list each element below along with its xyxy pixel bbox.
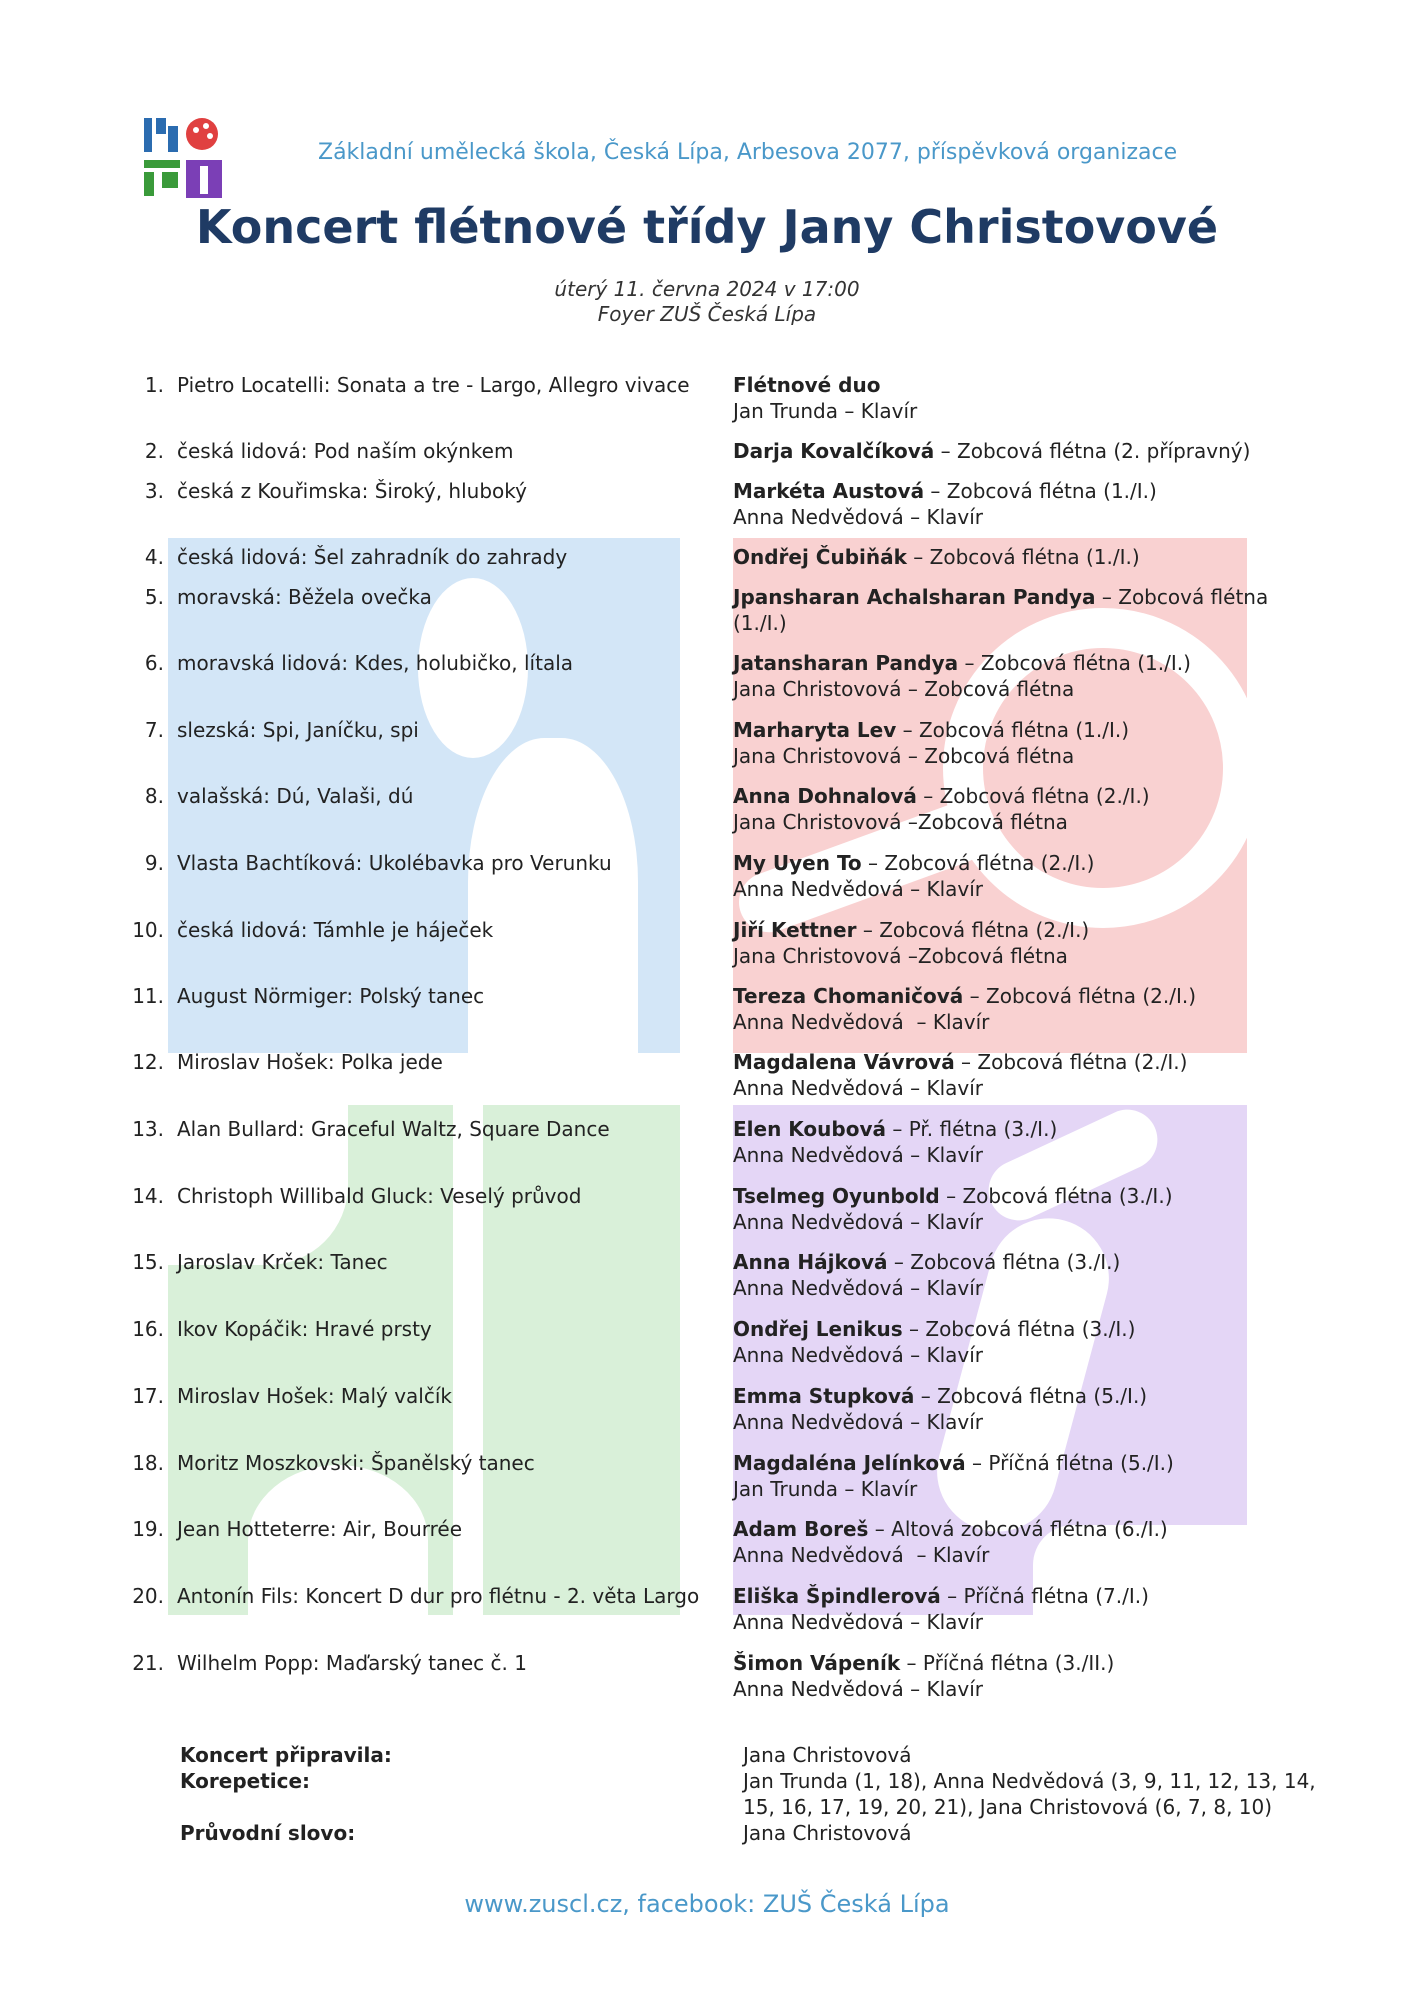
piece-title: Jaroslav Krček: Tanec [177,1250,388,1274]
accompanist: Anna Nedvědová – Klavír [733,1610,984,1634]
piece-title: Pietro Locatelli: Sonata a tre - Largo, Allegro vivace [177,373,690,397]
accompanist: Jana Christovová – Zobcová flétna [733,677,1075,701]
item-number: 5. [144,585,164,609]
performer-role: – Zobcová flétna (3./I.) [939,1184,1173,1208]
performer-role: – Příčná flétna (7./I.) [940,1584,1149,1608]
performer-info [733,478,1293,530]
item-number: 8. [144,784,164,808]
performer-name: My Uyen To [733,851,862,875]
performer-role: – Zobcová flétna (3./I.) [887,1250,1121,1274]
item-number: 9. [144,851,164,875]
piece-title: Christoph Willibald Gluck: Veselý průvod [177,1184,582,1208]
item-number: 20. [132,1584,164,1608]
performer-info [733,438,1293,464]
performer-info [733,1183,1293,1235]
item-number: 13. [132,1117,164,1141]
performer-name: Magdalena Vávrová [733,1050,955,1074]
accompanist: Jana Christovová –Zobcová flétna [733,944,1068,968]
performer-name: Anna Dohnalová [733,784,917,808]
item-number: 12. [132,1050,164,1074]
performer-role: – Zobcová flétna (5./I.) [914,1384,1148,1408]
school-name: Základní umělecká škola, Česká Lípa, Arbesova 2077, příspěvková organizace [318,140,1178,165]
performer-name: Ondřej Čubiňák [733,545,907,569]
korepetice-label: Korepetice: [180,1769,311,1793]
korepetice-value: Jan Trunda (1, 18), Anna Nedvědová (3, 9, 11, 12, 13, 14, 15, 16, 17, 19, 20, 21), Jana Christovová (6, 7, 8, 10) [743,1769,1316,1819]
accompanying-word-value: Jana Christovová [743,1821,912,1845]
item-number: 21. [132,1651,164,1675]
school-logo [142,116,224,200]
performer-role: – Zobcová flétna (2. přípravný) [934,439,1251,463]
performer-name: Marharyta Lev [733,718,897,742]
performer-info [733,917,1293,969]
accompanist: Anna Nedvědová – Klavír [733,1010,990,1034]
performer-info [733,1049,1293,1101]
performer-info [733,372,1293,424]
piece-title: česká z Kouřimska: Široký, hluboký [177,479,527,503]
performer-role: – Příčná flétna (5./I.) [965,1451,1174,1475]
performer-info [733,983,1293,1035]
concert-venue: Foyer ZUŠ Česká Lípa [597,302,817,326]
performer-role: – Zobcová flétna (1./I.) [906,545,1140,569]
performer-name: Ondřej Lenikus [733,1317,903,1341]
item-number: 14. [132,1184,164,1208]
item-number: 15. [132,1250,164,1274]
performer-info [733,783,1293,835]
performer-role: – Př. flétna (3./I.) [886,1117,1058,1141]
piece-title: slezská: Spi, Janíčku, spi [177,718,419,742]
performer-name: Tereza Chomaničová [733,984,964,1008]
performer-role: – Zobcová flétna (3./I.) [902,1317,1136,1341]
accompanist: Jana Christovová – Zobcová flétna [733,744,1075,768]
accompanist: Anna Nedvědová – Klavír [733,1210,984,1234]
footer-links: www.zuscl.cz, facebook: ZUŠ Česká Lípa [464,1890,950,1918]
performer-info [733,584,1293,636]
piece-title: Vlasta Bachtíková: Ukolébavka pro Verunku [177,851,612,875]
item-number: 3. [144,479,164,503]
performer-info [733,650,1293,702]
piece-title: moravská: Běžela ovečka [177,585,432,609]
item-number: 6. [144,651,164,675]
accompanist: Anna Nedvědová – Klavír [733,1143,984,1167]
piece-title: Antonín Fils: Koncert D dur pro flétnu - 2. věta Largo [177,1584,700,1608]
item-number: 17. [132,1384,164,1408]
performer-info [733,1383,1293,1435]
performer-info [733,1583,1293,1635]
accompanying-word-label: Průvodní slovo: [180,1821,356,1845]
accompanist: Anna Nedvědová – Klavír [733,1543,990,1567]
item-number: 16. [132,1317,164,1341]
piece-title: valašská: Dú, Valaši, dú [177,784,414,808]
performer-name: Magdaléna Jelínková [733,1451,966,1475]
prepared-value: Jana Christovová [743,1743,912,1767]
piece-title: moravská lidová: Kdes, holubičko, lítala [177,651,574,675]
piece-title: Moritz Moszkovski: Španělský tanec [177,1451,535,1475]
performer-role: – Příčná flétna (3./II.) [900,1651,1115,1675]
accompanist: Anna Nedvědová – Klavír [733,877,984,901]
piece-title: česká lidová: Šel zahradník do zahrady [177,545,568,569]
piece-title: Ikov Kopáčik: Hravé prsty [177,1317,432,1341]
performer-name: Flétnové duo [733,373,881,397]
performer-name: Šimon Vápeník [733,1651,901,1675]
accompanist: Anna Nedvědová – Klavír [733,1276,984,1300]
prepared-label: Koncert připravila: [180,1743,392,1767]
performer-name: Darja Kovalčíková [733,439,935,463]
item-number: 1. [144,373,164,397]
piece-title: Jean Hotteterre: Air, Bourrée [177,1517,463,1541]
performer-name: Jpansharan Achalsharan Pandya [733,585,1096,609]
page-title: Koncert flétnové třídy Jany Christovové [195,200,1219,254]
accompanist: Anna Nedvědová – Klavír [733,1343,984,1367]
performer-name: Eliška Špindlerová [733,1584,941,1608]
performer-name: Jiří Kettner [733,918,857,942]
item-number: 4. [144,545,164,569]
concert-date: úterý 11. června 2024 v 17:00 [554,277,860,301]
piece-title: Wilhelm Popp: Maďarský tanec č. 1 [177,1651,527,1675]
performer-info [733,717,1293,769]
accompanist: Anna Nedvědová – Klavír [733,1076,984,1100]
performer-role: – Zobcová flétna (1./I.) [924,479,1157,503]
performer-name: Anna Hájková [733,1250,888,1274]
performer-info [733,1249,1293,1301]
performer-role: – Zobcová flétna (1./I.) [958,651,1191,675]
accompanist: Anna Nedvědová – Klavír [733,1410,984,1434]
performer-info [733,1516,1293,1568]
performer-name: Adam Boreš [733,1517,869,1541]
accompanist: Jana Christovová –Zobcová flétna [733,810,1068,834]
performer-role: – Zobcová flétna (2./I.) [916,784,1150,808]
performer-info [733,1116,1293,1168]
item-number: 7. [144,718,164,742]
item-number: 11. [132,984,164,1008]
piece-title: česká lidová: Pod naším okýnkem [177,439,514,463]
piece-title: Miroslav Hošek: Malý valčík [177,1384,452,1408]
accompanist: Anna Nedvědová – Klavír [733,505,984,529]
piece-title: August Nörmiger: Polský tanec [177,984,485,1008]
performer-role: – Zobcová flétna (2./I.) [954,1050,1188,1074]
piece-title: česká lidová: Támhle je háječek [177,918,494,942]
accompanist: Anna Nedvědová – Klavír [733,1677,984,1701]
performer-role: – Zobcová flétna (2./I.) [963,984,1197,1008]
performer-info [733,1450,1293,1502]
performer-role: – Zobcová flétna (1./I.) [733,585,1275,635]
performer-role: – Zobcová flétna (2./I.) [856,918,1090,942]
performer-name: Emma Stupková [733,1384,915,1408]
performer-info [733,850,1293,902]
performer-info [733,1650,1293,1702]
performer-name: Elen Koubová [733,1117,886,1141]
piece-title: Alan Bullard: Graceful Waltz, Square Dance [177,1117,610,1141]
item-number: 10. [132,918,164,942]
accompanist: Jan Trunda – Klavír [733,399,918,423]
performer-role: – Altová zobcová flétna (6./I.) [868,1517,1168,1541]
item-number: 19. [132,1517,164,1541]
performer-info [733,544,1293,570]
performer-info [733,1316,1293,1368]
item-number: 18. [132,1451,164,1475]
performer-name: Markéta Austová [733,479,925,503]
performer-name: Jatansharan Pandya [733,651,959,675]
piece-title: Miroslav Hošek: Polka jede [177,1050,443,1074]
performer-name: Tselmeg Oyunbold [733,1184,940,1208]
performer-role: – Zobcová flétna (2./I.) [861,851,1095,875]
accompanist: Jan Trunda – Klavír [733,1477,918,1501]
performer-role: – Zobcová flétna (1./I.) [896,718,1130,742]
item-number: 2. [144,439,164,463]
